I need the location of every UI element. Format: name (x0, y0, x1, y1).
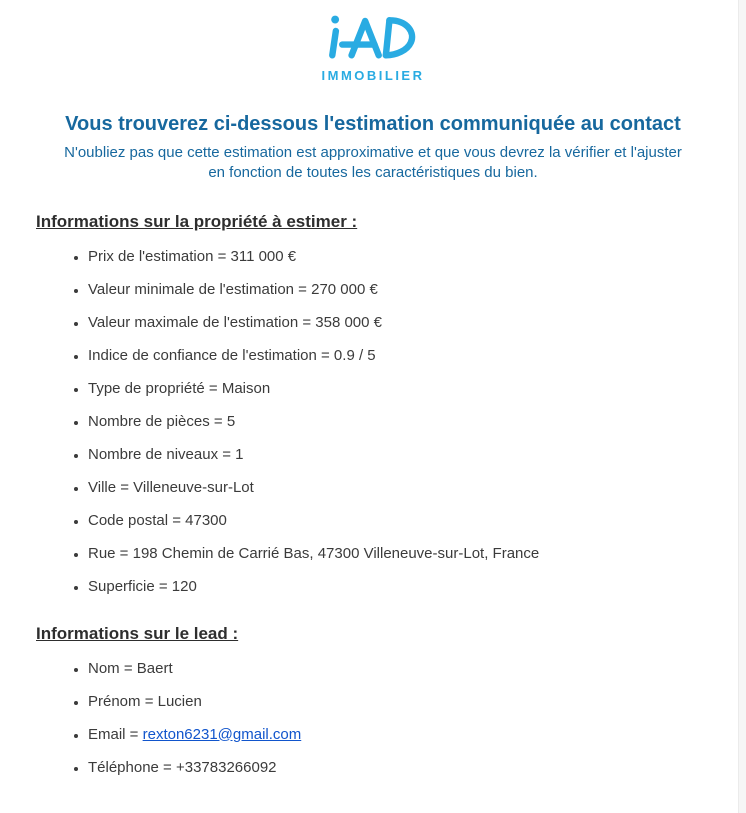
property-item-rooms: • Nombre de pièces = 5 (88, 413, 746, 431)
property-item-confidence: • Indice de confiance de l'estimation = 0.9 / 5 (88, 347, 746, 365)
property-section-heading: Informations sur la propriété à estimer : (36, 211, 358, 231)
property-list (0, 248, 746, 596)
page-subtitle-line1: N'oubliez pas que cette estimation est approximative et que vous devrez la vérifier et l'ajuster (64, 144, 682, 161)
page-subtitle (0, 143, 746, 184)
email-link[interactable]: rexton6231@gmail.com (142, 725, 302, 743)
page-subtitle-line2: en fonction de toutes les caractéristiques du bien. (208, 164, 538, 182)
logo-block (0, 0, 746, 83)
lead-list (0, 660, 746, 777)
property-item-price: • Prix de l'estimation = 311 000 € (88, 248, 746, 266)
logo-subtitle: IMMOBILIER (321, 68, 425, 83)
lead-item-email (88, 726, 746, 744)
lead-item-lastname: • Nom = Baert (88, 660, 746, 678)
lead-email-prefix: Email = (88, 725, 143, 743)
property-item-street: • Rue = 198 Chemin de Carrié Bas, 47300 Villeneuve-sur-Lot, France (88, 545, 746, 563)
property-item-postal-code: • Code postal = 47300 (88, 512, 746, 530)
lead-section (0, 624, 746, 777)
lead-item-firstname: • Prénom = Lucien (88, 693, 746, 711)
viewport-edge-strip (738, 0, 746, 813)
lead-section-heading: Informations sur le lead : (36, 623, 239, 643)
property-item-type: • Type de propriété = Maison (88, 380, 746, 398)
iad-logo-icon (323, 10, 423, 62)
page-title: Vous trouverez ci-dessous l'estimation communiquée au contact (65, 113, 681, 135)
property-item-min-value: • Valeur minimale de l'estimation = 270 000 € (88, 281, 746, 299)
lead-item-phone: • Téléphone = +33783266092 (88, 759, 746, 777)
property-item-levels: • Nombre de niveaux = 1 (88, 446, 746, 464)
property-item-city: • Ville = Villeneuve-sur-Lot (88, 479, 746, 497)
property-item-max-value: • Valeur maximale de l'estimation = 358 000 € (88, 314, 746, 332)
property-item-area: • Superficie = 120 (88, 578, 746, 596)
